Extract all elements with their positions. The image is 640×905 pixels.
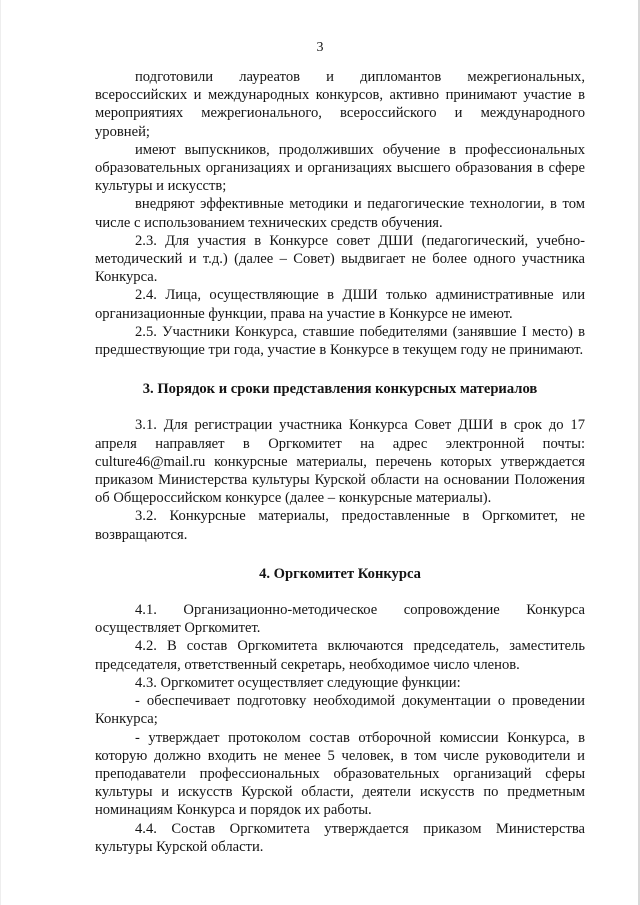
paragraph: 3.1. Для регистрации участника Конкурса Совет ДШИ в срок до 17 апреля направляет в Оргкомитет на адрес электронной почты: culture46@mail.ru конкурсные материалы, перечень которых утверждается приказом Министерства культуры Курской области на основании Положения об Общероссийском конкурсе (далее – конкурсные материалы).: [95, 417, 585, 507]
paragraph: 4.1. Организационно-методическое сопровождение Конкурса осуществляет Оргкомитет.: [95, 602, 585, 637]
section-heading: 3. Порядок и сроки представления конкурсных материалов: [142, 381, 538, 398]
section-heading: 4. Оргкомитет Конкурса: [259, 565, 421, 582]
paragraph: 2.4. Лица, осуществляющие в ДШИ только административные или организационные функции, права на участие в Конкурсе не имеют.: [95, 287, 585, 322]
scan-edge-left: [0, 0, 1, 905]
paragraph: 4.3. Оргкомитет осуществляет следующие функции:: [135, 674, 461, 691]
paragraph: подготовили лауреатов и дипломантов межрегиональных, всероссийских и международных конкурсов, активно принимают участие в мероприятиях межрегионального, всероссийского и международного уровней;: [95, 69, 585, 140]
paragraph: внедряют эффективные методики и педагогические технологии, в том числе с использованием технических средств обучения.: [95, 196, 585, 231]
paragraph: 3.2. Конкурсные материалы, предоставленные в Оргкомитет, не возвращаются.: [95, 508, 585, 543]
paragraph: имеют выпускников, продолживших обучение в профессиональных образовательных организациях и организациях высшего образования в сфере культуры и искусств;: [95, 141, 585, 195]
spacer: [95, 359, 585, 380]
spacer: [95, 583, 585, 601]
spacer: [95, 398, 585, 416]
paragraph: 4.2. В состав Оргкомитета включаются председатель, заместитель председателя, ответственный секретарь, необходимое число членов.: [95, 638, 585, 673]
document-body: [95, 68, 585, 856]
list-item: - обеспечивает подготовку необходимой документации о проведении Конкурса;: [95, 693, 585, 728]
list-item: - утверждает протоколом состав отборочной комиссии Конкурса, в которую должно входить не менее 5 человек, в том числе руководители и преподаватели профессиональных образовательных организаций сферы культуры и искусств Курской области, деятели искусств по предметным номинациям Конкурса и порядок их работы.: [95, 729, 585, 819]
page-number: 3: [316, 40, 324, 55]
paragraph: 4.4. Состав Оргкомитета утверждается приказом Министерства культуры Курской области.: [95, 820, 585, 855]
paragraph: 2.3. Для участия в Конкурсе совет ДШИ (педагогический, учебно-методический и т.д.) (далее – Совет) выдвигает не более одного участника Конкурса.: [95, 232, 585, 286]
spacer: [95, 544, 585, 565]
paragraph: 2.5. Участники Конкурса, ставшие победителями (занявшие I место) в предшествующие три года, участие в Конкурсе в текущем году не принимают.: [95, 323, 585, 359]
